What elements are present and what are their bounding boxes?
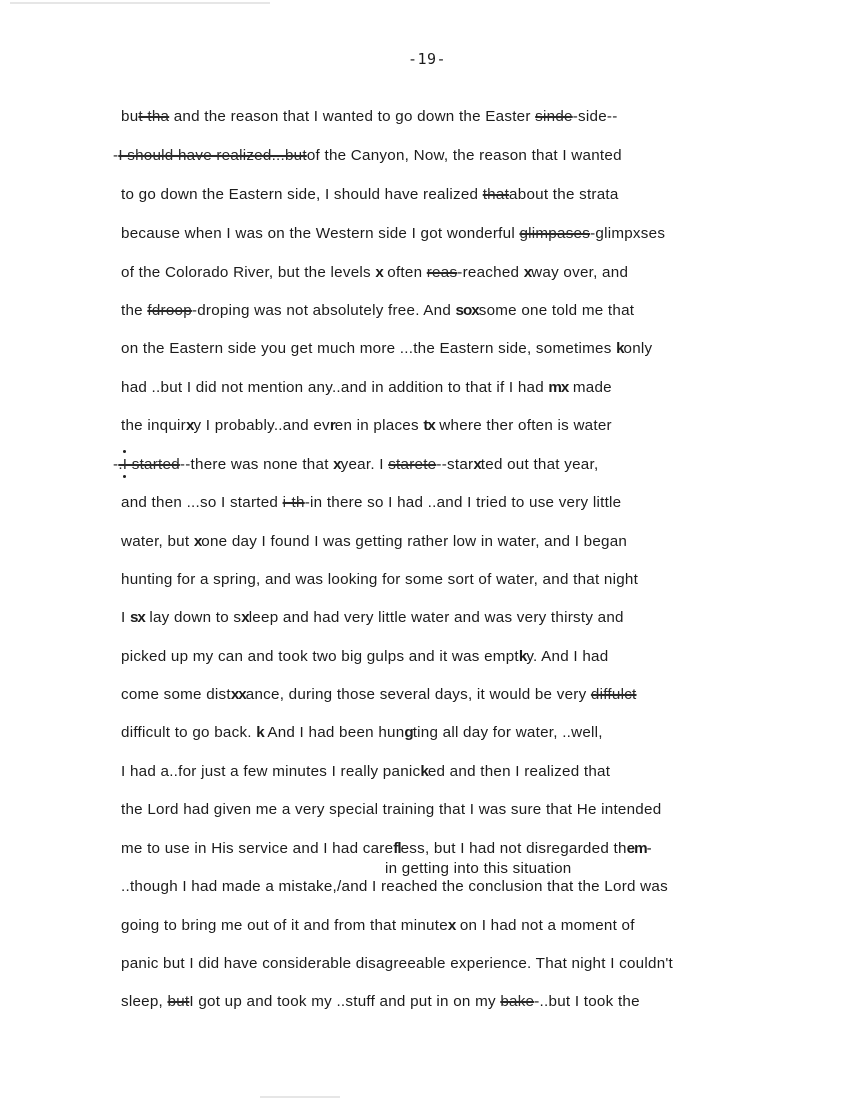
overstruck-text: r: [329, 417, 335, 434]
text-segment: the Lord had given me a very special training that I was sure that He intended: [121, 801, 662, 818]
text-segment: I: [121, 609, 130, 626]
struck-text: that: [482, 186, 510, 203]
overstruck-text: g: [404, 724, 413, 741]
text-segment: -droping was not absolutely free. And: [191, 302, 456, 319]
text-segment: -side--: [572, 108, 618, 125]
text-segment: going to bring me out of it and from that minute: [121, 917, 448, 934]
text-line: [121, 494, 621, 512]
text-line: [113, 147, 622, 165]
text-segment: where ther often is water: [434, 417, 612, 434]
text-segment: panic but I did have considerable disagreeable experience. That night I couldn't: [121, 955, 674, 972]
struck-text: i-th: [282, 494, 305, 511]
text-segment: picked up my can and took two big gulps and it was empt: [121, 648, 519, 665]
text-segment: the inquir: [121, 417, 186, 434]
overstruck-text: k: [518, 648, 527, 665]
overstruck-text: em: [626, 840, 647, 857]
scan-artifact: [10, 2, 270, 4]
text-segment: ted out that year,: [480, 456, 599, 473]
text-segment: hunting for a spring, and was looking for some sort of water, and that night: [121, 571, 639, 588]
text-line: [121, 648, 608, 666]
text-segment: of the Colorado River, but the levels: [121, 264, 376, 281]
overstruck-text: k: [616, 340, 624, 357]
text-segment: had ..but I did not mention any..and in addition to that if I had: [121, 379, 549, 396]
overstruck-text: k: [420, 763, 428, 780]
scan-artifact: [260, 1096, 340, 1098]
text-segment: ed and then I realized that: [427, 763, 611, 780]
overstruck-text: fl: [393, 840, 401, 857]
text-line: [121, 878, 668, 896]
text-segment: -in there so I had ..and I tried to use very little: [304, 494, 622, 511]
margin-dot: [123, 475, 126, 478]
text-segment: one day I found I was getting rather low in water, and I began: [201, 533, 628, 550]
text-segment: leep and had very little water and was very thirsty and: [248, 609, 624, 626]
text-segment: -: [646, 840, 652, 857]
text-segment: to go down the Eastern side, I should have realized: [121, 186, 483, 203]
text-segment: water, but: [121, 533, 194, 550]
struck-text: glimpases: [519, 225, 591, 242]
overstruck-text: sox: [455, 302, 479, 319]
struck-text: sinde: [535, 108, 573, 125]
text-line: [121, 917, 635, 935]
text-segment: only: [623, 340, 653, 357]
text-segment: me to use in His service and I had care: [121, 840, 394, 857]
text-segment: I had a..for just a few minutes I really panic: [121, 763, 421, 780]
text-segment: some one told me that: [478, 302, 635, 319]
text-segment: --there was none that: [179, 456, 334, 473]
struck-text: diffulct: [590, 686, 637, 703]
text-line: [121, 763, 610, 781]
overstruck-text: x: [375, 264, 383, 281]
text-segment: often: [382, 264, 427, 281]
struck-text: starete: [388, 456, 437, 473]
struck-text: reas: [426, 264, 458, 281]
text-segment: en in places: [334, 417, 424, 434]
text-segment: -: [113, 147, 119, 164]
text-line: [121, 379, 612, 397]
margin-dot: [123, 450, 126, 453]
text-segment: because when I was on the Western side I got wonderful: [121, 225, 520, 242]
text-line: [121, 955, 673, 973]
overstruck-text: xx: [230, 686, 246, 703]
text-line: [113, 456, 598, 474]
overstruck-text: mx: [548, 379, 569, 396]
text-segment: way over, and: [531, 264, 629, 281]
overstruck-text: x: [447, 917, 456, 934]
text-segment: come some dist: [121, 686, 231, 703]
text-segment: y I probably..and ev: [193, 417, 330, 434]
text-line: [121, 571, 638, 589]
text-line: [121, 264, 628, 282]
text-line: [121, 302, 634, 320]
text-segment: -: [113, 456, 119, 473]
text-segment: year. I: [340, 456, 389, 473]
text-segment: ..though I had made a mistake,/and I reached the conclusion that the Lord was: [121, 878, 668, 895]
text-segment: difficult to go back.: [121, 724, 257, 741]
overstruck-text: k: [256, 724, 264, 741]
struck-text: .I started: [118, 456, 180, 473]
text-segment: of the Canyon, Now, the reason that I wanted: [306, 147, 622, 164]
text-segment: on I had not a moment of: [455, 917, 635, 934]
text-line: [121, 724, 603, 742]
text-line: [121, 840, 652, 858]
text-segment: the: [121, 302, 148, 319]
overstruck-text: x: [473, 456, 481, 473]
text-line: [121, 801, 661, 819]
overstruck-text: tx: [423, 417, 435, 434]
text-line: [121, 225, 665, 243]
text-segment: y. And I had: [526, 648, 609, 665]
text-segment: made: [568, 379, 612, 396]
text-line: [121, 417, 612, 435]
overstruck-text: x: [333, 456, 341, 473]
text-segment: --star: [436, 456, 474, 473]
struck-text: bake: [500, 993, 535, 1010]
struck-text: t tha: [138, 108, 170, 125]
text-segment: and then ...so I started: [121, 494, 283, 511]
text-segment: ting all day for water, ..well,: [412, 724, 603, 741]
overstruck-text: x: [185, 417, 194, 434]
text-line: [121, 340, 652, 358]
overstruck-text: sx: [129, 609, 145, 626]
text-segment: -..but I took the: [534, 993, 640, 1010]
overstruck-text: x: [193, 533, 202, 550]
text-line: [121, 993, 640, 1011]
struck-text: fdroop: [147, 302, 192, 319]
text-segment: lay down to s: [144, 609, 242, 626]
text-line: [121, 186, 619, 204]
text-segment: -glimpxses: [590, 225, 666, 242]
handwritten-insertion: in getting into this situation: [385, 860, 572, 877]
text-segment: about the strata: [509, 186, 619, 203]
text-segment: and the reason that I wanted to go down the Easter: [169, 108, 536, 125]
overstruck-text: x: [241, 609, 249, 626]
struck-text: but: [167, 993, 190, 1010]
text-segment: on the Eastern side you get much more ...the Eastern side, sometimes: [121, 340, 617, 357]
text-segment: ance, during those several days, it would be very: [245, 686, 591, 703]
text-segment: ess, but I had not disregarded th: [400, 840, 627, 857]
page-number: -19-: [407, 50, 447, 68]
text-segment: sleep,: [121, 993, 168, 1010]
text-line: [121, 533, 627, 551]
overstruck-text: x: [523, 264, 532, 281]
struck-text: I should have realized...but: [118, 147, 307, 164]
text-line: [121, 609, 624, 627]
text-segment: I got up and took my ..stuff and put in on my: [189, 993, 501, 1010]
text-segment: bu: [121, 108, 139, 125]
text-line: [121, 108, 618, 126]
text-line: [121, 686, 637, 704]
text-segment: And I had been hun: [263, 724, 405, 741]
text-segment: -reached: [457, 264, 524, 281]
